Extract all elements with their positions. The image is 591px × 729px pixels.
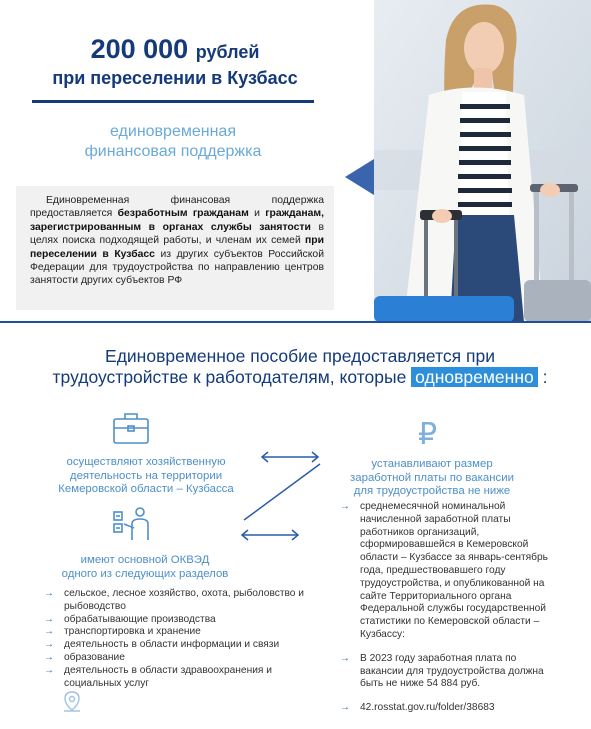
- section-heading: [40, 346, 560, 388]
- hero-unit: рублей: [195, 42, 260, 62]
- diagonal-connector: [240, 462, 330, 529]
- heading-line: трудоустройстве к работодателям, которые одновременно :: [52, 367, 548, 387]
- hero-amount: 200 000 рублей: [90, 34, 260, 64]
- list-item: → транспортировка и хранение: [42, 626, 312, 639]
- rosstat-link[interactable]: → 42.rosstat.gov.ru/folder/38683: [338, 702, 558, 715]
- okved-list: [42, 588, 312, 690]
- location-pin-icon: [62, 690, 82, 717]
- list-item: → образование: [42, 652, 312, 665]
- tagline-line: единовременная: [110, 123, 236, 140]
- woman-with-suitcase-photo: [374, 0, 591, 322]
- list-item: → среднемесячной номинальной начисленной заработной платы работников организаций, сформировавшейся в Кемеровской области – Кузбассе за январь-сентябрь года, предшествовавшего году трудоустройства, и опубликованной на сайте Территориального органа Федеральной службы государственной статистики по Кемеровской области – Кузбассу:: [338, 501, 558, 642]
- list-item: → сельское, лесное хозяйство, охота, рыболовство и рыбоводство: [42, 588, 312, 614]
- condition-activity-region: осуществляют хозяйственную деятельность на территории Кемеровской области – Кузбасса: [58, 456, 234, 495]
- section-divider: [0, 321, 591, 323]
- ruble-icon: ₽: [418, 417, 438, 452]
- hero-divider: [32, 100, 314, 103]
- highlight-simultaneously: одновременно: [411, 367, 538, 387]
- condition-okved: имеют основной ОКВЭД одного из следующих разделов: [61, 554, 229, 580]
- briefcase-icon: [112, 410, 150, 451]
- list-item: → обрабатывающие производства: [42, 614, 312, 627]
- tagline-line: финансовая поддержка: [84, 143, 262, 160]
- hero-tagline: [40, 122, 306, 162]
- heading-line: Единовременное пособие предоставляется при: [105, 346, 495, 366]
- hero-subtitle: при переселении в Кузбасс: [52, 68, 298, 88]
- description-text: Единовременная финансовая поддержка предоставляется безработным гражданам и гражданам, зарегистрированным в органах службы занятости в целях поиска подходящей работы, и членам их семей при переселении в Кузбасс из других субъектов Российской Федерации для трудоустройства по направлению центров занятости других субъектов РФ: [30, 195, 325, 287]
- list-item: → В 2023 году заработная плата по вакансии для трудоустройства должна быть не ниже 54 884 руб.: [338, 653, 558, 691]
- presentation-person-icon: [112, 506, 152, 547]
- hero-title: [30, 34, 320, 89]
- condition-salary: устанавливают размер заработной платы по вакансии для трудоустройства не ниже: [350, 458, 514, 497]
- list-item: → деятельность в области здравоохранения и социальных услуг: [42, 665, 312, 691]
- salary-list: [338, 501, 558, 726]
- double-arrow-bottom-icon: [238, 528, 302, 547]
- list-item: → деятельность в области информации и связи: [42, 639, 312, 652]
